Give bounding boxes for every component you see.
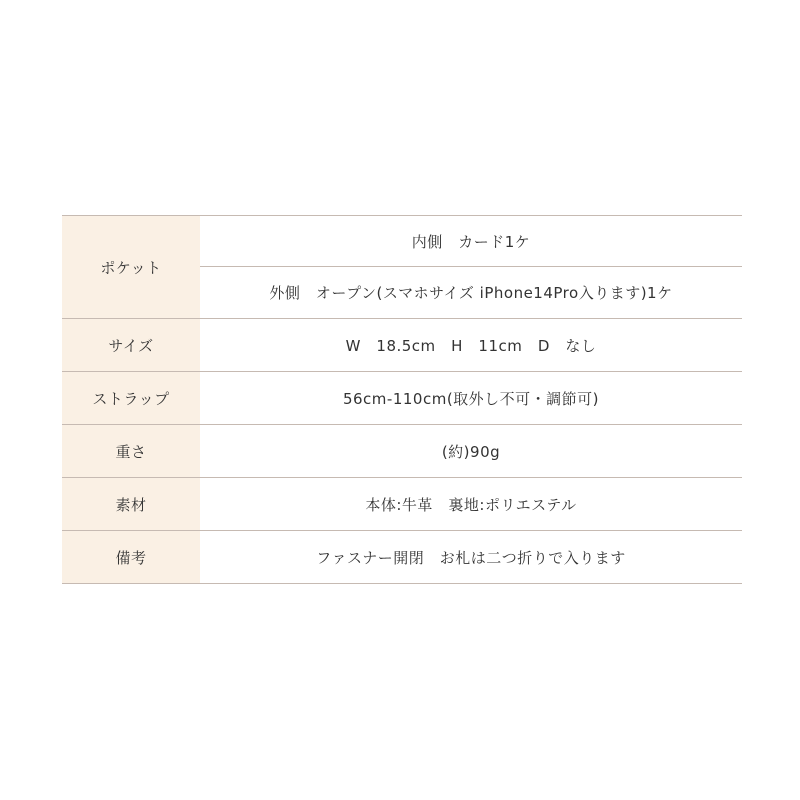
row-value-pocket-outer: 外側 オープン(スマホサイズ iPhone14Pro入ります)1ケ bbox=[200, 267, 742, 319]
row-label-weight: 重さ bbox=[62, 425, 200, 478]
spec-table bbox=[62, 215, 742, 584]
row-label-size: サイズ bbox=[62, 319, 200, 372]
table-row-strap bbox=[62, 372, 742, 425]
row-value-notes: ファスナー開閉 お札は二つ折りで入ります bbox=[200, 531, 742, 584]
row-label-notes: 備考 bbox=[62, 531, 200, 584]
table-row-weight bbox=[62, 425, 742, 478]
row-value-weight: (約)90g bbox=[200, 425, 742, 478]
row-value-strap: 56cm-110cm(取外し不可・調節可) bbox=[200, 372, 742, 425]
table-row-notes bbox=[62, 531, 742, 584]
row-value-pocket-inner: 内側 カード1ケ bbox=[200, 216, 742, 267]
row-label-strap: ストラップ bbox=[62, 372, 200, 425]
row-value-material: 本体:牛革 裏地:ポリエステル bbox=[200, 478, 742, 531]
row-label-material: 素材 bbox=[62, 478, 200, 531]
row-value-size: W 18.5cm H 11cm D なし bbox=[200, 319, 742, 372]
row-label-pocket: ポケット bbox=[62, 216, 200, 319]
table-row-size bbox=[62, 319, 742, 372]
table-row-pocket bbox=[62, 216, 742, 267]
table-row-material bbox=[62, 478, 742, 531]
